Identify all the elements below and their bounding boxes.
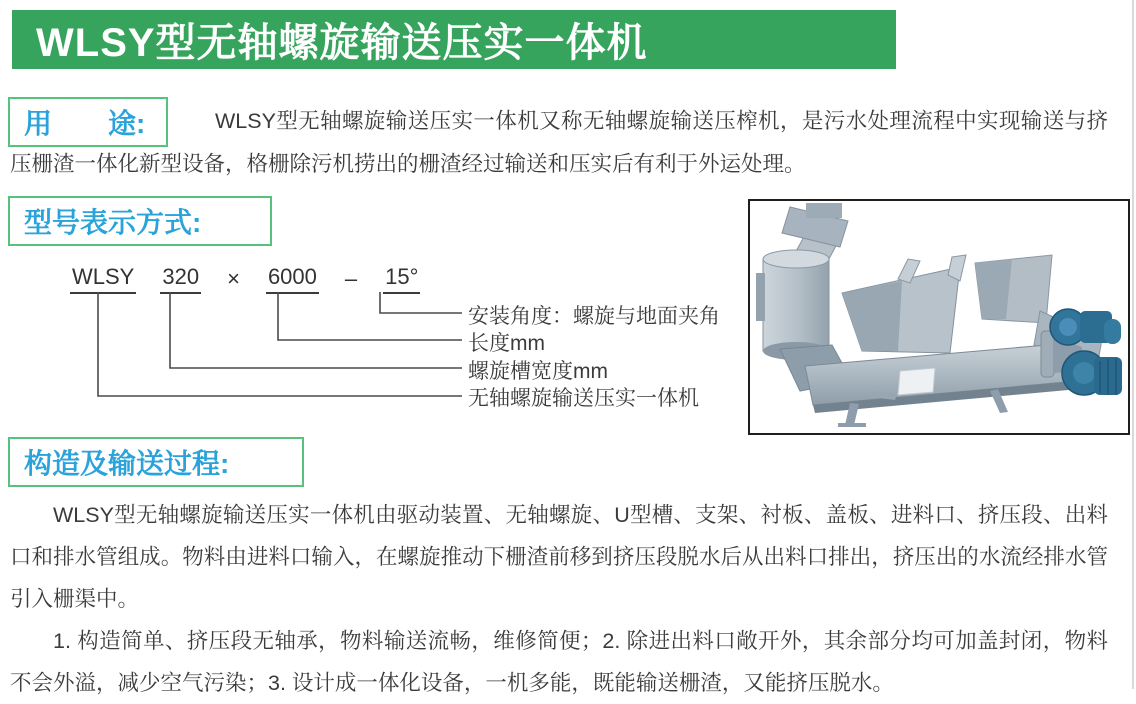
section-heading-structure — [8, 437, 304, 487]
title-banner — [12, 10, 896, 69]
model-label-length: 长度mm — [468, 332, 545, 355]
section-heading-model — [8, 196, 272, 246]
model-code-part: 320 — [160, 264, 201, 294]
model-code-part: 15° — [383, 264, 420, 294]
model-code-part: – — [344, 266, 358, 291]
model-code-part: × — [227, 266, 240, 291]
model-code-part: 6000 — [266, 264, 319, 294]
structure-body — [10, 494, 1108, 704]
usage-paragraph: WLSY型无轴螺旋输送压实一体机又称无轴螺旋输送压榨机，是污水处理流程中实现输送与挤压栅渣一体化新型设备，格栅除污机捞出的栅渣经过输送和压实后有利于外运处理。 — [10, 109, 1108, 176]
structure-heading-label: 构造及输送过程: — [24, 448, 230, 479]
model-label-angle: 安装角度：螺旋与地面夹角 — [468, 305, 720, 328]
page-title: WLSY型无轴螺旋输送压实一体机 — [36, 21, 648, 65]
product-photo-frame — [748, 199, 1130, 435]
structure-paragraph-1: WLSY型无轴螺旋输送压实一体机由驱动装置、无轴螺旋、U型槽、支架、衬板、盖板、进料口、挤压段、出料口和排水管组成。物料由进料口输入，在螺旋推动下栅渣前移到挤压段脱水后从出料口排出，挤压出的水流经排水管引入栅渠中。 — [10, 503, 1108, 611]
usage-heading-label: 用 途: — [24, 108, 146, 139]
model-label-trough-width: 螺旋槽宽度mm — [468, 360, 608, 383]
model-code-part: WLSY — [70, 264, 136, 294]
page-edge-line — [1132, 0, 1134, 689]
model-heading-label: 型号表示方式: — [24, 207, 202, 238]
machine-illustration — [750, 201, 1124, 429]
structure-paragraph-2: 1. 构造简单、挤压段无轴承，物料输送流畅，维修简便；2. 除进出料口敞开外，其余部分均可加盖封闭，物料不会外溢，减少空气污染；3. 设计成一体化设备，一机多能，既能输送栅渣，又能挤压脱水。 — [10, 629, 1108, 695]
model-label-machine-name: 无轴螺旋输送压实一体机 — [468, 387, 699, 410]
